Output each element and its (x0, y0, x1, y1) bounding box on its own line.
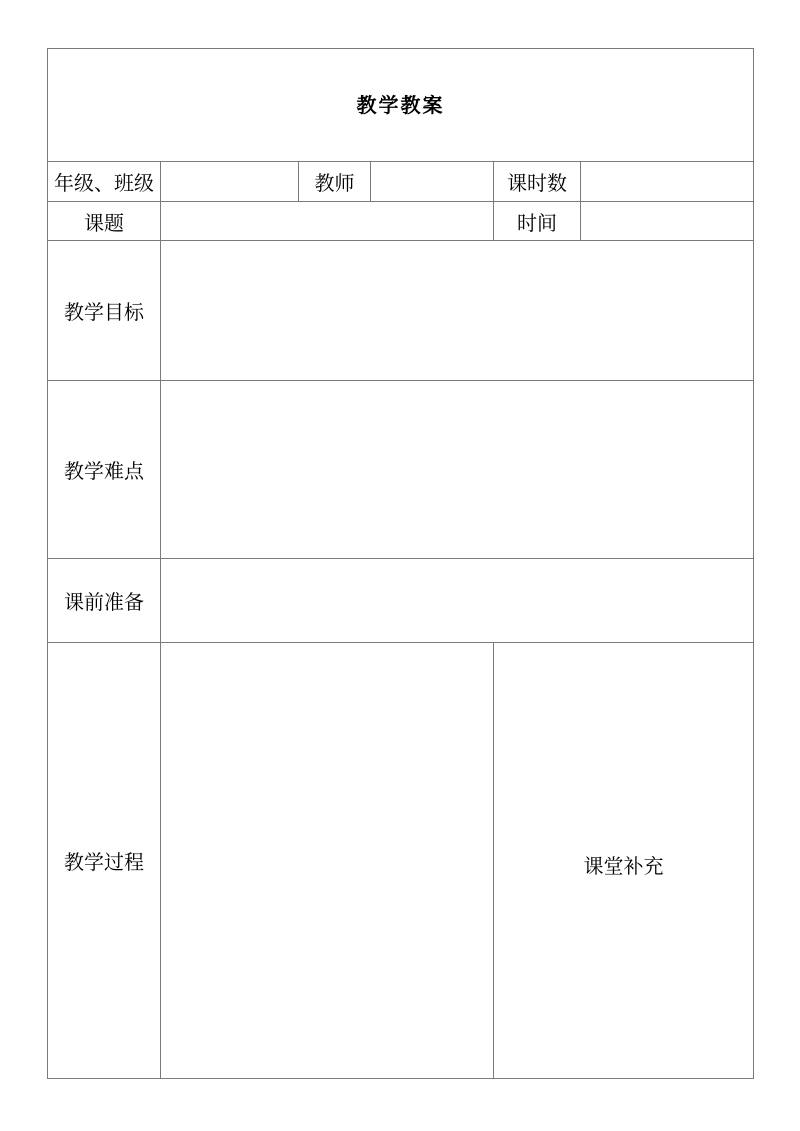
page-title: 教学教案 (48, 49, 754, 162)
supplement-section[interactable] (494, 643, 754, 1079)
topic-label: 课题 (48, 202, 161, 241)
process-label: 教学过程 (48, 643, 161, 1079)
preparation-label: 课前准备 (48, 559, 161, 643)
preparation-row (48, 559, 754, 643)
difficulties-field[interactable] (161, 381, 754, 559)
teacher-field[interactable] (371, 162, 494, 202)
difficulties-label: 教学难点 (48, 381, 161, 559)
grade-class-label: 年级、班级 (48, 162, 161, 202)
topic-field[interactable] (161, 202, 494, 241)
preparation-field[interactable] (161, 559, 754, 643)
supplement-label: 课堂补充 (583, 854, 664, 878)
teacher-label: 教师 (299, 162, 371, 202)
process-field[interactable] (161, 643, 494, 1079)
lesson-count-field[interactable] (581, 162, 754, 202)
time-label: 时间 (494, 202, 581, 241)
objectives-field[interactable] (161, 241, 754, 381)
info-row-2 (48, 202, 754, 241)
objectives-row (48, 241, 754, 381)
time-field[interactable] (581, 202, 754, 241)
info-row-1 (48, 162, 754, 202)
lesson-plan-table (47, 48, 754, 1079)
lesson-count-label: 课时数 (494, 162, 581, 202)
lesson-plan-sheet (47, 48, 753, 1080)
difficulties-row (48, 381, 754, 559)
grade-class-field[interactable] (161, 162, 299, 202)
title-row (48, 49, 754, 162)
process-row (48, 643, 754, 1079)
objectives-label: 教学目标 (48, 241, 161, 381)
